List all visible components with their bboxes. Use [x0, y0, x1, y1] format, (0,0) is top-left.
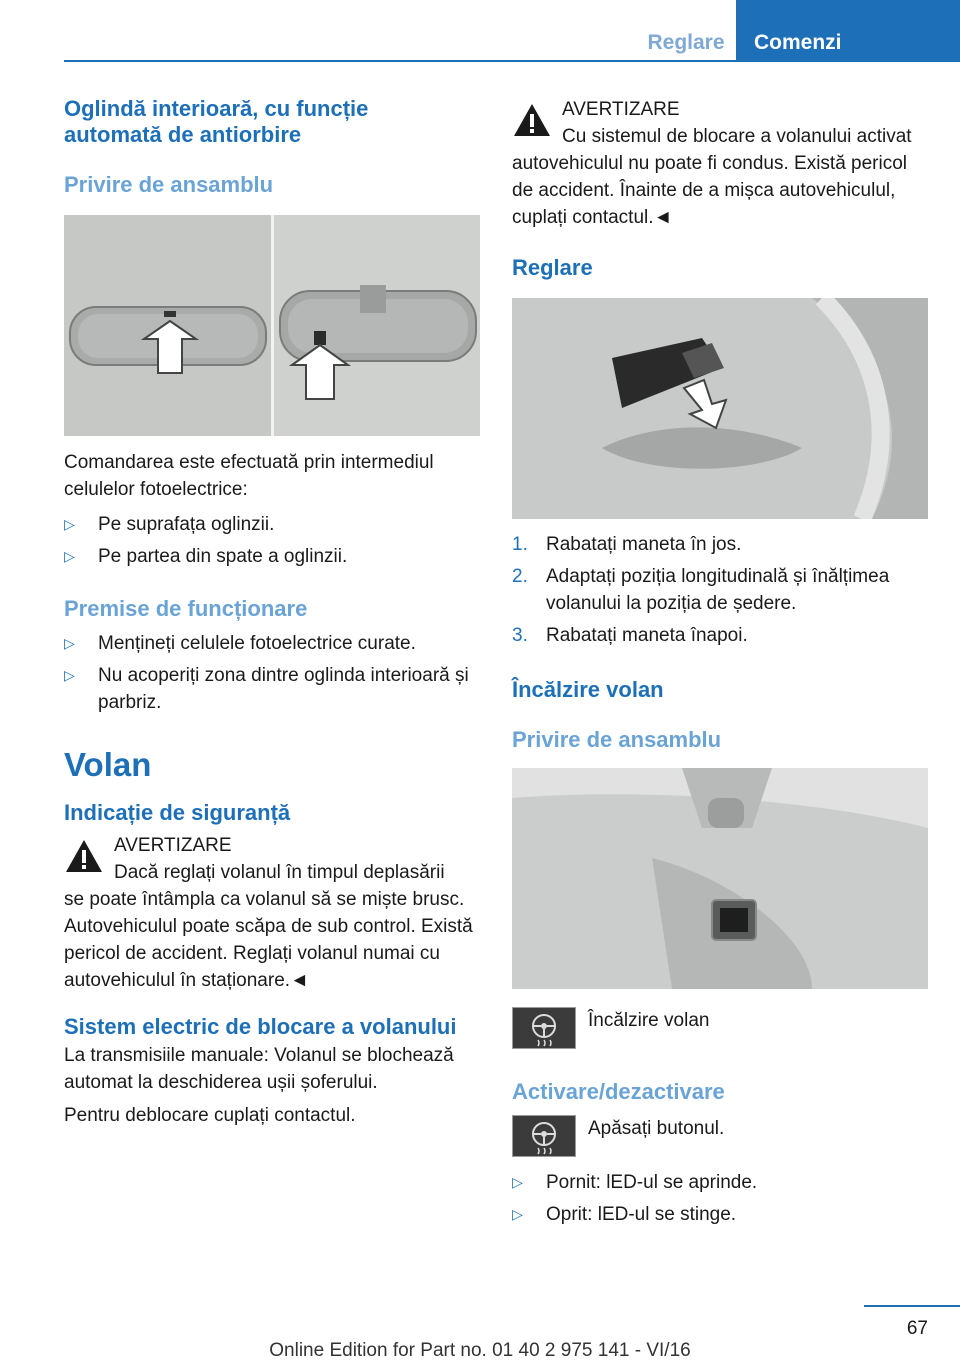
triangle-bullet-icon: ▷: [512, 1206, 523, 1222]
toggle-button-row: [512, 1115, 928, 1159]
steering-lever-illustration: [512, 298, 928, 519]
unlock-text: Pentru deblocare cuplați contactul.: [64, 1105, 356, 1126]
right-column: [512, 96, 928, 1228]
volan-heading: Volan: [64, 746, 152, 783]
adjust-heading: Reglare: [512, 255, 593, 280]
triangle-bullet-icon: ▷: [64, 667, 75, 683]
steering-wheel-heating-icon[interactable]: [512, 1007, 576, 1049]
list-item: 1. Rabatați maneta în jos.: [512, 534, 742, 555]
triangle-bullet-icon: ▷: [64, 516, 75, 532]
warning-text: se poate întâmpla ca volanul să se miște brusc. Autovehiculul poate scăpa de sub control. Există pericol de accident. Reglați volanul numai cu autovehiculul în staționare.◄: [64, 889, 473, 991]
heating-button-illustration: [512, 768, 928, 989]
mirror-illustration: [64, 215, 480, 436]
heating-button-photo: [512, 768, 928, 989]
warning-first-line: Cu sistemul de blocare a volanului activat: [562, 126, 912, 147]
prereq-heading: Premise de funcționare: [64, 596, 308, 621]
edition-footer: Online Edition for Part no. 01 40 2 975 141 - VI/16: [269, 1340, 691, 1361]
triangle-bullet-icon: ▷: [512, 1174, 523, 1190]
footer-rule: [864, 1305, 960, 1307]
mirror-title: Oglindă interioară, cu funcție automată de antiorbire: [64, 96, 369, 147]
list-item: ▷ Mențineți celulele fotoelectrice curate.: [64, 630, 480, 657]
list-item: ▷ Nu acoperiți zona dintre oglinda interioară și parbriz.: [64, 662, 480, 716]
intro-text: Comandarea este efectuată prin intermediul celulelor fotoelectrice:: [64, 452, 434, 500]
lock-text: La transmisiile manuale: Volanul se blochează automat la deschiderea ușii șoferului.: [64, 1045, 454, 1093]
triangle-bullet-icon: ▷: [64, 548, 75, 564]
left-column: [64, 96, 480, 1129]
heat-overview-heading: Privire de ansamblu: [512, 727, 722, 752]
toggle-heading: Activare/dezactivare: [512, 1079, 725, 1104]
warning-icon: [64, 838, 104, 874]
warning-icon: [512, 102, 552, 138]
triangle-bullet-icon: ▷: [64, 635, 75, 651]
warning-box: [64, 832, 480, 994]
warning-first-line: Dacă reglați volanul în timpul deplasării: [114, 862, 445, 883]
toggle-instruction: Apăsați butonul.: [588, 1118, 725, 1139]
warning-text: autovehiculul nu poate fi condus. Există pericol de accident. Înainte de a mișca autovehiculul, cuplați contactul.◄: [512, 153, 908, 228]
safety-heading: Indicație de siguranță: [64, 800, 291, 825]
list-item: ▷ Pornit: lED-ul se aprinde.: [512, 1169, 928, 1196]
list-item: ▷ Oprit: lED-ul se stinge.: [512, 1201, 928, 1228]
heating-button-label: Încălzire volan: [588, 1010, 710, 1031]
chapter-tab: Comenzi: [736, 0, 960, 62]
lock-heading: Sistem electric de blocare a volanului: [64, 1014, 457, 1039]
list-item: 2. Adaptați poziția longitudinală și înălțimea volanului la poziția de ședere.: [512, 566, 890, 614]
overview-heading: Privire de ansamblu: [64, 172, 274, 197]
led-status-list: [512, 1169, 928, 1228]
sensor-list: [64, 511, 480, 570]
page-number: 67: [906, 1318, 928, 1339]
list-item: ▷ Pe partea din spate a oglinzii.: [64, 543, 480, 570]
prereq-list: [64, 630, 480, 716]
heat-heading: Încălzire volan: [512, 677, 664, 702]
heating-button-row: [512, 1007, 928, 1051]
header-rule: [64, 60, 960, 62]
mirror-photo: [64, 215, 480, 436]
list-item: 3. Rabatați maneta înapoi.: [512, 625, 748, 646]
list-item: ▷ Pe suprafața oglinzii.: [64, 511, 480, 538]
adjust-steps: [512, 531, 928, 649]
section-tab: Reglare: [647, 31, 725, 54]
steering-lever-photo: [512, 298, 928, 519]
warning-label: AVERTIZARE: [562, 99, 680, 120]
warning-box: [512, 96, 928, 231]
steering-wheel-heating-icon[interactable]: [512, 1115, 576, 1157]
warning-label: AVERTIZARE: [114, 835, 232, 856]
